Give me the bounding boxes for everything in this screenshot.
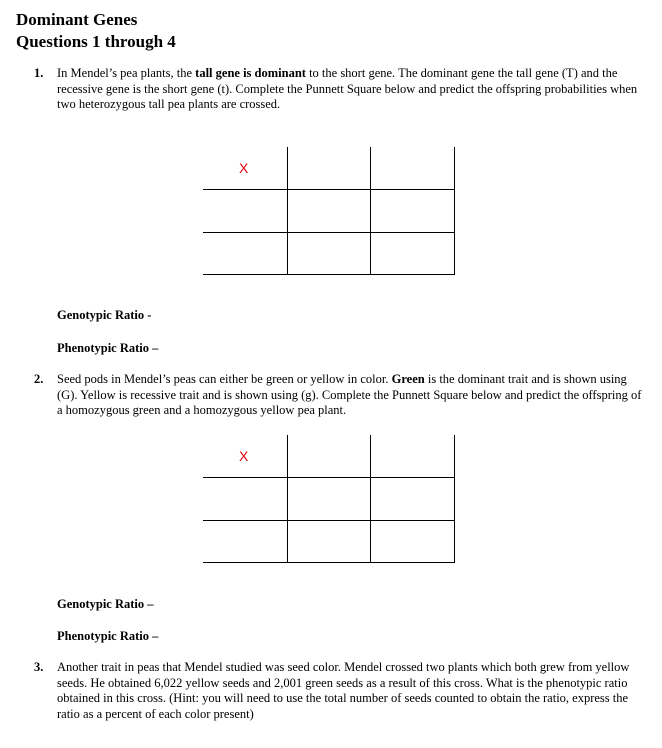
question-text: Another trait in peas that Mendel studied was seed color. Mendel crossed two plants which both grew from yellow seeds. He obtained 6,022 yellow seeds and 2,001 green seeds as a result of this cross. What is the phenotypic ratio obtained in this cross. (Hint: you will need to use the total number of seeds counted to obtain the ratio, express the ratio as a percent of each color present) <box>57 660 630 721</box>
question-emphasis: tall gene is dominant <box>195 66 306 80</box>
question-text-part: is the dominant trait and is shown using (G). Yellow is recessive trait and is shown using (g). Complete the Punnett Square below and predict the offspring of a homozygous green and a homozygous yellow pea plant. <box>57 372 642 417</box>
genotypic-ratio-label: Genotypic Ratio – <box>57 597 154 611</box>
question-number: 3. <box>34 660 44 674</box>
page-subtitle: Questions 1 through 4 <box>16 32 176 51</box>
grid-line <box>203 189 455 190</box>
grid-line <box>203 274 455 275</box>
question-1 <box>34 66 649 113</box>
grid-line <box>454 147 455 275</box>
punnett-square-1 <box>203 147 455 275</box>
cross-symbol: X <box>239 160 249 176</box>
question-text <box>57 66 649 113</box>
grid-line <box>287 435 288 563</box>
page-title: Dominant Genes <box>16 10 138 29</box>
question-text <box>57 372 649 419</box>
grid-line <box>370 435 371 563</box>
genotypic-ratio-label: Genotypic Ratio - <box>57 308 152 322</box>
phenotypic-ratio-label: Phenotypic Ratio – <box>57 341 159 355</box>
phenotypic-ratio-label: Phenotypic Ratio – <box>57 629 159 643</box>
question-number: 2. <box>34 372 44 386</box>
grid-line <box>203 520 455 521</box>
grid-line <box>203 477 455 478</box>
question-text-part: In Mendel’s pea plants, the <box>57 66 196 80</box>
punnett-square-2 <box>203 435 455 563</box>
grid-line <box>454 435 455 563</box>
question-text-part: Seed pods in Mendel’s peas can either be green or yellow in color. <box>57 372 392 386</box>
cross-symbol: X <box>239 448 249 464</box>
grid-line <box>203 562 455 563</box>
grid-line <box>203 232 455 233</box>
question-2 <box>34 372 649 419</box>
question-emphasis: Green <box>391 372 425 386</box>
question-number: 1. <box>34 66 44 80</box>
grid-line <box>370 147 371 275</box>
grid-line <box>287 147 288 275</box>
question-text-part: to the short gene. The dominant gene the tall gene (T) and the recessive gene is the short gene (t). Complete the Punnett Square below and predict the offspring probabilities when two heterozygous tall pea plants are crossed. <box>57 66 638 111</box>
question-3 <box>34 660 649 722</box>
